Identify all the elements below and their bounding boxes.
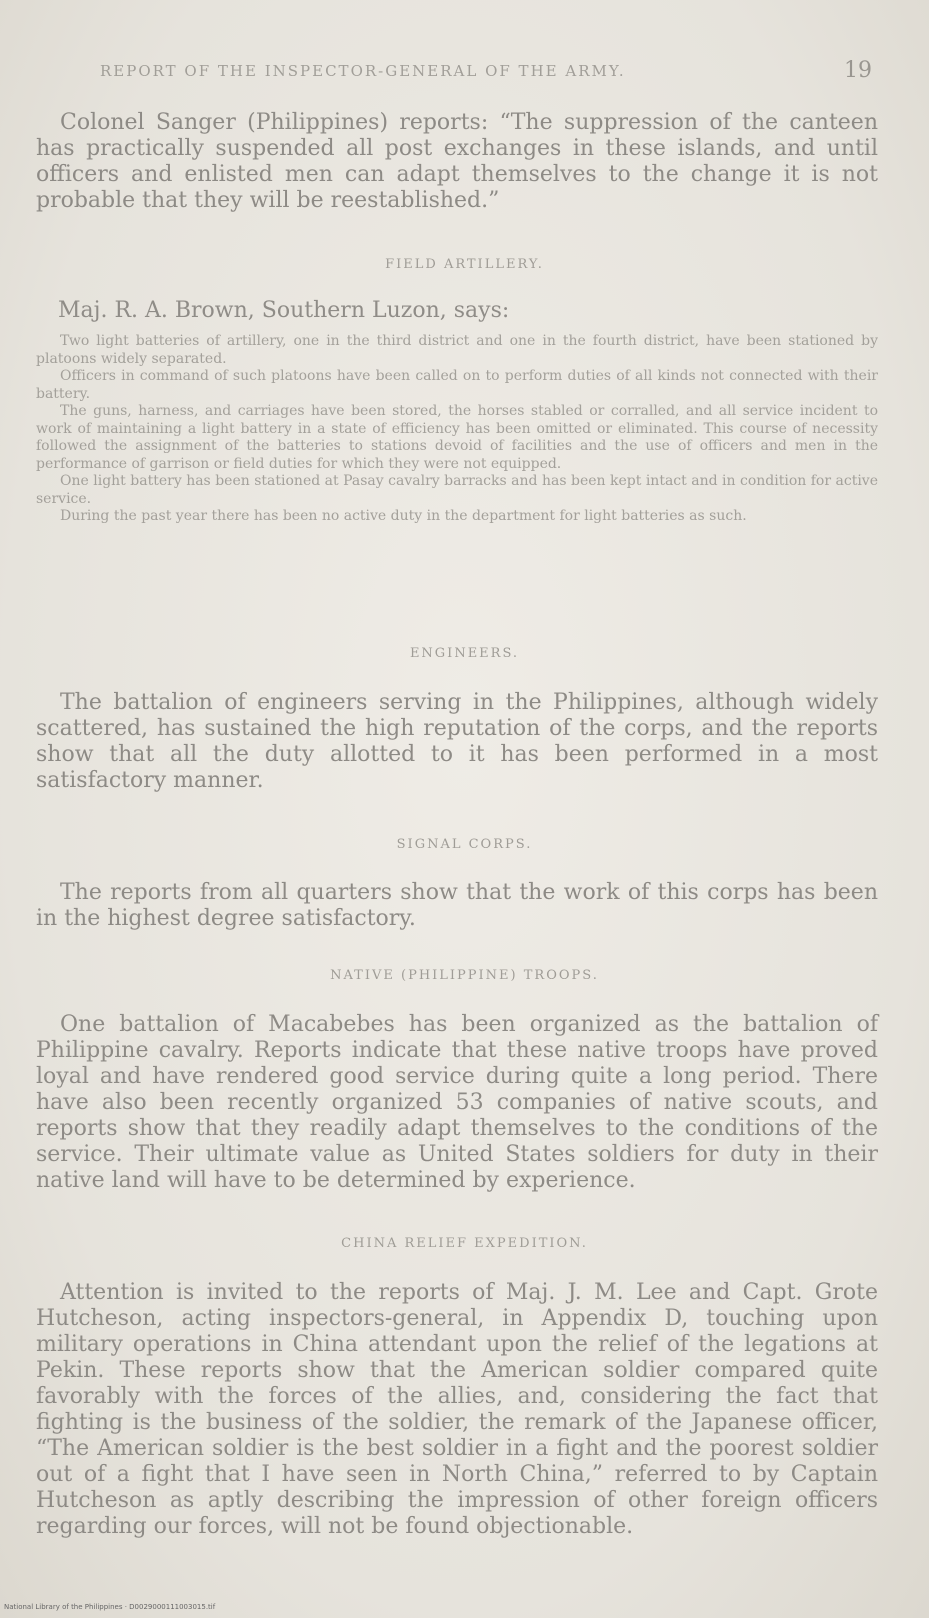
native-troops-paragraph: One battalion of Macabebes has been organized as the battalion of Philippine cavalry. Reports indicate that these native troops have proved loyal and have rendered good service during quite a long period. There have also been recently organized 53 companies of native scouts, and reports show that they readily adapt themselves to the conditions of the service. Their ultimate value as United States soldiers for duty in their native land will have to be determined by experience. xyxy=(36,1012,878,1193)
heading-field-artillery: FIELD ARTILLERY. xyxy=(385,257,544,272)
field-artillery-quote xyxy=(36,333,878,526)
intro-section xyxy=(36,110,878,214)
quote-paragraph: The guns, harness, and carriages have been stored, the horses stabled or corralled, and all service incident to work of maintaining a light battery in a state of efficiency has been omitted or eliminated. This course of necessity followed the assignment of the batteries to stations devoid of facilities and the use of officers and men in the performance of garrison or field duties for which they were not equipped. xyxy=(36,403,878,472)
field-artillery-section xyxy=(36,298,878,526)
heading-china-relief: CHINA RELIEF EXPEDITION. xyxy=(341,1236,588,1251)
page-number: 19 xyxy=(844,58,872,83)
heading-signal-corps: SIGNAL CORPS. xyxy=(396,837,533,852)
signal-corps-paragraph: The reports from all quarters show that the work of this corps has been in the highest degree satisfactory. xyxy=(36,880,878,931)
running-title: REPORT OF THE INSPECTOR-GENERAL OF THE ARMY. xyxy=(100,62,626,80)
heading-native-troops: NATIVE (PHILIPPINE) TROOPS. xyxy=(330,968,599,983)
scan-footer: National Library of the Philippines · D0029000111003015.tif xyxy=(4,1603,216,1611)
field-artillery-intro: Maj. R. A. Brown, Southern Luzon, says: xyxy=(58,298,510,323)
engineers-section xyxy=(36,690,878,794)
engineers-paragraph: The battalion of engineers serving in the Philippines, although widely scattered, has sustained the high reputation of the corps, and the reports show that all the duty allotted to it has been performed in a most satisfactory manner. xyxy=(36,690,878,793)
china-relief-section xyxy=(36,1280,878,1540)
intro-paragraph: Colonel Sanger (Philippines) reports: “The suppression of the canteen has practically suspended all post exchanges in these islands, and until officers and enlisted men can adapt themselves to the change it is not probable that they will be reestablished.” xyxy=(36,110,878,213)
quote-paragraph: Two light batteries of artillery, one in the third district and one in the fourth district, have been stationed by platoons widely separated. xyxy=(36,333,878,367)
quote-paragraph: Officers in command of such platoons have been called on to perform duties of all kinds not connected with their battery. xyxy=(36,368,878,402)
native-troops-section xyxy=(36,1012,878,1194)
running-header xyxy=(100,58,880,88)
signal-corps-section xyxy=(36,880,878,932)
heading-engineers: ENGINEERS. xyxy=(409,646,520,661)
china-relief-paragraph: Attention is invited to the reports of Maj. J. M. Lee and Capt. Grote Hutcheson, acting inspectors-general, in Appendix D, touching upon military operations in China attendant upon the relief of the legations at Pekin. These reports show that the American soldier compared quite favorably with the forces of the allies, and, considering the fact that fighting is the business of the soldier, the remark of the Japanese officer, “The American soldier is the best soldier in a fight and the poorest soldier out of a fight that I have seen in North China,” referred to by Captain Hutcheson as aptly describing the impression of other foreign officers regarding our forces, will not be found objectionable. xyxy=(36,1280,878,1539)
quote-paragraph: During the past year there has been no active duty in the department for light batteries as such. xyxy=(60,508,747,524)
quote-paragraph: One light battery has been stationed at Pasay cavalry barracks and has been kept intact and in condition for active service. xyxy=(36,473,878,507)
